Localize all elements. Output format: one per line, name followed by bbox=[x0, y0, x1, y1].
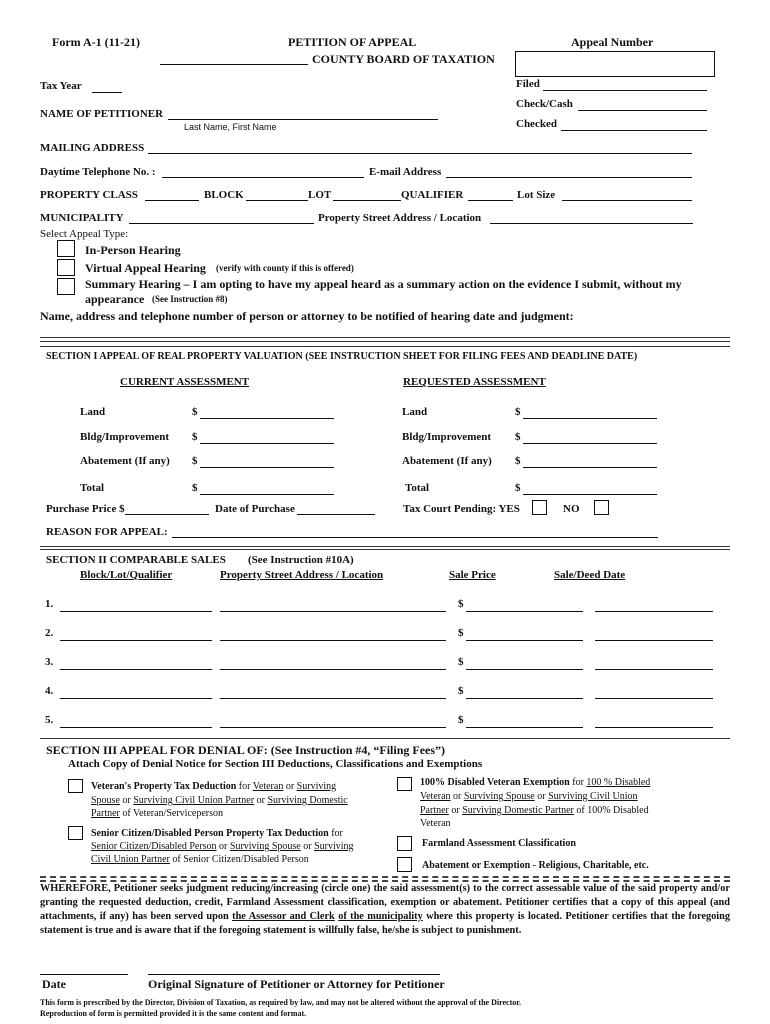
certification-municipality: of the municipality bbox=[338, 911, 423, 922]
veteran-surviving: Surviving bbox=[296, 781, 337, 792]
sale-dollar: $ bbox=[458, 627, 464, 639]
disabled-line2 bbox=[420, 791, 638, 802]
abatement-label: Abatement (If any) bbox=[80, 455, 170, 467]
summary-label-line2: appearance bbox=[85, 292, 145, 306]
req-land-dollar: $ bbox=[515, 406, 521, 418]
col-sale-price: Sale Price bbox=[449, 569, 496, 581]
veteran-line2 bbox=[91, 795, 348, 806]
sale-row-number: 5. bbox=[45, 714, 54, 726]
county-name-field[interactable] bbox=[160, 64, 308, 65]
veteran-line1 bbox=[91, 781, 336, 792]
street-address-field[interactable] bbox=[490, 223, 693, 224]
section3-divider bbox=[40, 738, 730, 739]
requested-land-field[interactable] bbox=[523, 418, 657, 419]
veteran-or-3: or bbox=[256, 795, 265, 806]
sale-price-field[interactable] bbox=[466, 727, 583, 728]
sale-date-field[interactable] bbox=[595, 698, 713, 699]
senior-deduction-label: Senior Citizen/Disabled Person Property Tax Deduction bbox=[91, 828, 329, 839]
checked-label: Checked bbox=[516, 118, 557, 130]
sale-address-field[interactable] bbox=[220, 669, 446, 670]
lot-size-label: Lot Size bbox=[517, 189, 556, 201]
purchase-price-label: Purchase Price $ bbox=[46, 503, 125, 515]
notify-field-line3[interactable] bbox=[40, 346, 730, 347]
total-dollar: $ bbox=[192, 482, 198, 494]
appeal-number-input[interactable] bbox=[515, 51, 715, 77]
disabled-or-2: or bbox=[537, 791, 546, 802]
col-block-lot: Block/Lot/Qualifier bbox=[80, 569, 173, 581]
veteran-of-veteran: of Veteran/Serviceperson bbox=[122, 808, 224, 819]
sale-date-field[interactable] bbox=[595, 611, 713, 612]
name-hint: Last Name, First Name bbox=[184, 122, 277, 132]
certification-text bbox=[40, 882, 730, 938]
disabled-line3 bbox=[420, 805, 649, 816]
sale-address-field[interactable] bbox=[220, 640, 446, 641]
sale-address-field[interactable] bbox=[220, 698, 446, 699]
abatement-exemption-label: Abatement or Exemption - Religious, Charitable, etc. bbox=[422, 860, 649, 871]
bldg-dollar: $ bbox=[192, 431, 198, 443]
current-bldg-field[interactable] bbox=[200, 443, 334, 444]
sale-price-field[interactable] bbox=[466, 640, 583, 641]
check-cash-field[interactable] bbox=[578, 110, 707, 111]
req-bldg-dollar: $ bbox=[515, 431, 521, 443]
senior-line1 bbox=[91, 828, 343, 839]
abatement-exemption-checkbox[interactable] bbox=[397, 857, 412, 872]
date-label: Date bbox=[42, 977, 66, 991]
senior-or: or bbox=[219, 841, 228, 852]
date-of-purchase-field[interactable] bbox=[297, 514, 375, 515]
block-label: BLOCK bbox=[204, 189, 244, 201]
summary-note: (See Instruction #8) bbox=[152, 294, 228, 304]
current-total-field[interactable] bbox=[200, 494, 334, 495]
req-total-dollar: $ bbox=[515, 482, 521, 494]
qualifier-field[interactable] bbox=[468, 200, 513, 201]
form-id: Form A-1 (11-21) bbox=[52, 35, 140, 49]
filed-field[interactable] bbox=[543, 90, 707, 91]
current-assessment-header: CURRENT ASSESSMENT bbox=[120, 376, 250, 388]
sale-dollar: $ bbox=[458, 598, 464, 610]
petitioner-name-field[interactable] bbox=[168, 119, 438, 120]
bldg-label: Bldg/Improvement bbox=[80, 431, 170, 443]
summary-checkbox[interactable] bbox=[57, 278, 75, 295]
sale-address-field[interactable] bbox=[220, 611, 446, 612]
lot-label: LOT bbox=[308, 189, 332, 201]
veteran-deduction-checkbox[interactable] bbox=[68, 779, 83, 793]
municipality-label: MUNICIPALITY bbox=[40, 212, 124, 224]
sale-row-number: 2. bbox=[45, 627, 54, 639]
virtual-note: (verify with county if this is offered) bbox=[216, 263, 354, 273]
mailing-address-field[interactable] bbox=[148, 153, 692, 154]
veteran-line3 bbox=[91, 808, 223, 819]
tax-court-no-checkbox[interactable] bbox=[594, 500, 609, 515]
sale-price-field[interactable] bbox=[466, 611, 583, 612]
abatement-dollar: $ bbox=[192, 455, 198, 467]
veteran-or-2: or bbox=[122, 795, 131, 806]
farmland-label: Farmland Assessment Classification bbox=[422, 838, 576, 849]
disabled-link: 100 % Disabled bbox=[586, 777, 651, 788]
sale-date-field[interactable] bbox=[595, 727, 713, 728]
sale-date-field[interactable] bbox=[595, 640, 713, 641]
block-field[interactable] bbox=[246, 200, 308, 201]
sale-address-field[interactable] bbox=[220, 727, 446, 728]
disabled-or: or bbox=[453, 791, 462, 802]
sale-price-field[interactable] bbox=[466, 669, 583, 670]
sale-block-lot-field[interactable] bbox=[60, 727, 212, 728]
senior-of-senior: of Senior Citizen/Disabled Person bbox=[172, 854, 309, 865]
sale-dollar: $ bbox=[458, 714, 464, 726]
municipality-field[interactable] bbox=[129, 223, 314, 224]
section2-instruction: (See Instruction #10A) bbox=[248, 554, 354, 566]
disabled-surviving-domestic-partner: Surviving Domestic Partner bbox=[462, 805, 574, 816]
req-abatement-dollar: $ bbox=[515, 455, 521, 467]
sale-dollar: $ bbox=[458, 656, 464, 668]
req-abatement-label: Abatement (If any) bbox=[402, 455, 492, 467]
senior-surviving: Surviving bbox=[314, 841, 354, 852]
tax-court-no-label: NO bbox=[563, 503, 580, 515]
current-land-field[interactable] bbox=[200, 418, 334, 419]
virtual-checkbox[interactable] bbox=[57, 259, 75, 276]
date-of-purchase-label: Date of Purchase bbox=[215, 503, 295, 515]
requested-assessment-header: REQUESTED ASSESSMENT bbox=[403, 376, 546, 388]
req-bldg-label: Bldg/Improvement bbox=[402, 431, 492, 443]
appeal-number-label: Appeal Number bbox=[571, 35, 654, 49]
sale-dollar: $ bbox=[458, 685, 464, 697]
reason-label: REASON FOR APPEAL: bbox=[46, 526, 168, 538]
phone-field[interactable] bbox=[162, 177, 364, 178]
virtual-label: Virtual Appeal Hearing bbox=[85, 261, 206, 275]
lot-size-field[interactable] bbox=[562, 200, 692, 201]
date-signature-field[interactable] bbox=[40, 974, 128, 975]
veteran-or: or bbox=[285, 781, 295, 792]
tax-year-label: Tax Year bbox=[40, 80, 82, 92]
col-address: Property Street Address / Location bbox=[220, 569, 384, 581]
section3-attach: Attach Copy of Denial Notice for Section III Deductions, Classifications and Exemptions bbox=[68, 758, 483, 770]
disabled-or-3: or bbox=[451, 805, 460, 816]
veteran-for: for bbox=[238, 781, 251, 792]
checked-field[interactable] bbox=[561, 130, 707, 131]
veteran-partner: Partner bbox=[91, 808, 120, 819]
lot-field[interactable] bbox=[333, 200, 401, 201]
tax-court-yes-checkbox[interactable] bbox=[532, 500, 547, 515]
section2-title: SECTION II COMPARABLE SALES bbox=[46, 554, 226, 566]
in-person-label: In-Person Hearing bbox=[85, 243, 181, 257]
sale-row-number: 1. bbox=[45, 598, 54, 610]
property-class-label: PROPERTY CLASS bbox=[40, 189, 138, 201]
in-person-checkbox[interactable] bbox=[57, 240, 75, 257]
footer-line2: Reproduction of form is permitted provided it is the same content and format. bbox=[40, 1009, 307, 1018]
total-label: Total bbox=[80, 482, 105, 494]
dashed-divider-1 bbox=[40, 876, 730, 878]
senior-line2 bbox=[91, 841, 354, 852]
land-label: Land bbox=[80, 406, 106, 418]
email-field[interactable] bbox=[446, 177, 692, 178]
tax-court-label: Tax Court Pending: YES bbox=[403, 503, 520, 515]
form-title: PETITION OF APPEAL bbox=[288, 35, 417, 49]
disabled-partner: Partner bbox=[420, 805, 449, 816]
signature-label: Original Signature of Petitioner or Attorney for Petitioner bbox=[148, 977, 445, 991]
sale-block-lot-field[interactable] bbox=[60, 698, 212, 699]
footer-line1: This form is prescribed by the Director, Division of Taxation, as required by law, and may not be altered without the approval of the Director. bbox=[40, 998, 522, 1007]
appeal-type-label: Select Appeal Type: bbox=[40, 228, 129, 240]
purchase-price-field[interactable] bbox=[125, 514, 209, 515]
req-total-label: Total bbox=[405, 482, 430, 494]
notify-label: Name, address and telephone number of person or attorney to be notified of hearing date and judgment: bbox=[40, 309, 574, 323]
section1-title: SECTION I APPEAL OF REAL PROPERTY VALUATION (SEE INSTRUCTION SHEET FOR FILING FEES AND DEADLINE DATE) bbox=[46, 351, 638, 362]
req-land-label: Land bbox=[402, 406, 428, 418]
senior-for: for bbox=[331, 828, 343, 839]
veteran-spouse: Spouse bbox=[91, 795, 120, 806]
veteran-deduction-label: Veteran's Property Tax Deduction bbox=[91, 781, 237, 792]
section3-title: SECTION III APPEAL FOR DENIAL OF: (See Instruction #4, “Filing Fees”) bbox=[46, 743, 446, 757]
disabled-surviving-spouse: Surviving Spouse bbox=[463, 791, 535, 802]
requested-abatement-field[interactable] bbox=[523, 467, 657, 468]
senior-link: Senior Citizen/Disabled Person bbox=[91, 841, 217, 852]
sale-date-field[interactable] bbox=[595, 669, 713, 670]
sale-block-lot-field[interactable] bbox=[60, 640, 212, 641]
certification-part-a: WHEREFORE, Petitioner seeks judgment reducing/increasing (circle one) the said assessment(s) to the correct assessable value of the said property and/or granting the requested deduction, credit, Farmland Assessment classification, exemption or abatement. Petitioner certifies that a copy of this appeal (and attachments, if any) has been served upon bbox=[40, 883, 730, 922]
mailing-address-label: MAILING ADDRESS bbox=[40, 142, 145, 154]
land-dollar: $ bbox=[192, 406, 198, 418]
disabled-surviving-civil-union: Surviving Civil Union bbox=[548, 791, 638, 802]
disabled-veteran-label: 100% Disabled Veteran Exemption bbox=[420, 777, 570, 788]
disabled-for: for bbox=[572, 777, 584, 788]
property-class-field[interactable] bbox=[145, 200, 199, 201]
qualifier-label: QUALIFIER bbox=[401, 189, 464, 201]
veteran-surviving-domestic: Surviving Domestic bbox=[267, 795, 348, 806]
senior-or-2: or bbox=[303, 841, 312, 852]
disabled-line4: Veteran bbox=[420, 818, 451, 829]
tax-year-field[interactable] bbox=[92, 92, 122, 93]
col-sale-date: Sale/Deed Date bbox=[554, 569, 626, 581]
reason-field[interactable] bbox=[172, 537, 658, 538]
sale-block-lot-field[interactable] bbox=[60, 611, 212, 612]
veteran-surviving-civil: Surviving Civil Union Partner bbox=[133, 795, 255, 806]
street-address-label: Property Street Address / Location bbox=[318, 212, 482, 224]
senior-deduction-checkbox[interactable] bbox=[68, 826, 83, 840]
requested-bldg-field[interactable] bbox=[523, 443, 657, 444]
sale-row-number: 4. bbox=[45, 685, 54, 697]
sale-row-number: 3. bbox=[45, 656, 54, 668]
farmland-checkbox[interactable] bbox=[397, 836, 412, 851]
section-divider bbox=[40, 546, 730, 550]
check-cash-label: Check/Cash bbox=[516, 98, 573, 110]
certification-part-b: where this property is located. Petitioner certifies that the foregoing statement is true and is aware that if the foregoing statement is willfully false, he/she is subject to punishment. bbox=[40, 911, 731, 936]
filed-label: Filed bbox=[516, 78, 540, 90]
email-label: E-mail Address bbox=[369, 166, 442, 178]
petitioner-name-label: NAME OF PETITIONER bbox=[40, 108, 164, 120]
sale-block-lot-field[interactable] bbox=[60, 669, 212, 670]
summary-label-line1: Summary Hearing – I am opting to have my appeal heard as a summary action on the evidence I submit, without my bbox=[85, 277, 682, 291]
certification-assessor-clerk: the Assessor and Clerk bbox=[232, 911, 335, 922]
county-board-label: COUNTY BOARD OF TAXATION bbox=[312, 52, 495, 66]
notify-field-line1[interactable] bbox=[40, 337, 730, 338]
signature-field[interactable] bbox=[148, 974, 440, 975]
notify-field-line2[interactable] bbox=[40, 341, 730, 342]
disabled-of-100: of 100% Disabled bbox=[576, 805, 649, 816]
veteran-link: Veteran bbox=[252, 781, 284, 792]
disabled-veteran-checkbox[interactable] bbox=[397, 777, 412, 791]
phone-label: Daytime Telephone No. : bbox=[40, 166, 156, 178]
senior-civil-union-partner: Civil Union Partner bbox=[91, 854, 170, 865]
disabled-line1 bbox=[420, 777, 650, 788]
sale-price-field[interactable] bbox=[466, 698, 583, 699]
requested-total-field[interactable] bbox=[523, 494, 657, 495]
current-abatement-field[interactable] bbox=[200, 467, 334, 468]
senior-surviving-spouse: Surviving Spouse bbox=[229, 841, 301, 852]
senior-line3 bbox=[91, 854, 309, 865]
disabled-veteran-link: Veteran bbox=[420, 791, 451, 802]
